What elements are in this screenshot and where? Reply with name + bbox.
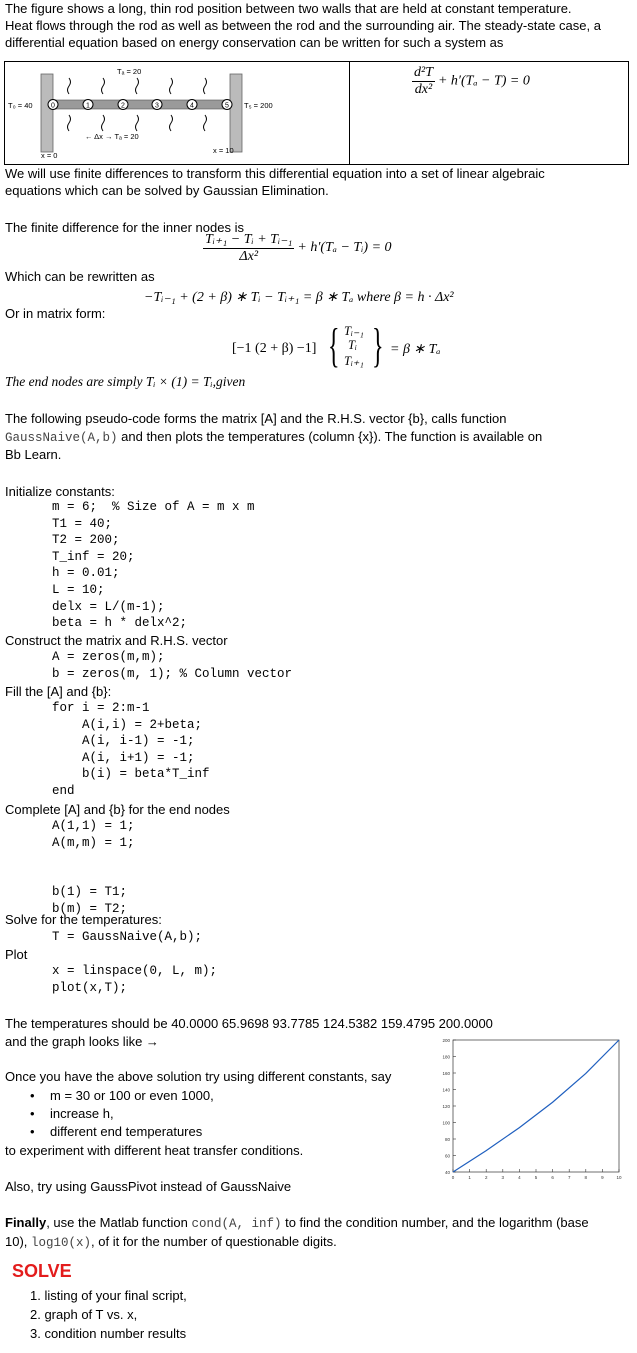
label-t0: T₀ = 40 [8,101,33,110]
rewritten-label: Which can be rewritten as [5,269,155,284]
solve-item: 3. condition number results [30,1326,187,1341]
results-line-1: The temperatures should be 40.0000 65.9698 93.7785 124.5382 159.4795 200.0000 [5,1016,493,1031]
code-solve: T = GaussNaive(A,b); [52,930,203,944]
section-plot: Plot [5,947,28,962]
node-5 [222,100,232,110]
x-tick-label: 2 [484,1175,488,1180]
experiment-outro: to experiment with different heat transfer conditions. [5,1143,304,1158]
y-tick-label: 80 [444,1137,450,1142]
figure-table [4,61,629,165]
heat-arrows-top [68,78,207,94]
code-complete: A(1,1) = 1; A(m,m) = 1; b(1) = T1; b(m) = T2; [52,819,135,916]
svg-text:0: 0 [51,102,55,110]
rod-figure [5,62,349,164]
label-t5: T₅ = 200 [244,101,273,110]
para2-line-1: We will use finite differences to transform this differential equation into a set of linear algebraic [5,166,545,181]
y-tick-label: 160 [442,1071,450,1076]
x-tick-label: 4 [518,1175,521,1180]
fd-intro: The finite difference for the inner nodes is [5,220,244,235]
y-tick-label: 60 [444,1153,450,1159]
intro-line-2: Heat flows through the rod as well as between the rod and the surrounding air. The steady-state case, a [5,18,601,33]
node-1 [83,100,93,110]
node-3 [152,100,162,110]
section-init: Initialize constants: [5,484,115,499]
code-fill: for i = 2:m-1 A(i,i) = 2+beta; A(i, i-1) = -1; A(i, i+1) = -1; b(i) = beta*T_inf end [52,701,210,798]
finally-line-1: Finally, use the Matlab function cond(A, inf) to find the condition number, and the logarithm (base [5,1215,589,1231]
code-init: m = 6; % Size of A = m x m T1 = 40; T2 = 200; T_inf = 20; h = 0.01; L = 10; delx = L/(m-1); beta = h * delx^2; [52,500,255,631]
y-tick-label: 40 [444,1170,450,1175]
experiment-intro: Once you have the above solution try using different constants, say [5,1069,392,1084]
intro-line-1: The figure shows a long, thin rod position between two walls that are held at constant temperature. [5,1,572,16]
code-construct: A = zeros(m,m); b = zeros(m, 1); % Column vector [52,650,293,681]
ode-equation: $\frac{\text{d²T}}{\text{dx²}}$ + h′(Tₐ − T) = 0 [414,65,530,97]
x-tick-label: 7 [567,1175,571,1180]
end-nodes-text: The end nodes are simply Tᵢ × (1) = Tᵢ,given [5,374,246,389]
rewritten-equation: −Tᵢ₋₁ + (2 + β) ∗ Tᵢ − Tᵢ₊₁ = β ∗ Tₐ where β = h · Δx² [144,290,454,305]
pseudo-line-1: The following pseudo-code forms the matrix [A] and the R.H.S. vector {b}, calls function [5,411,507,426]
node-2 [118,100,128,110]
pseudo-line-3: Bb Learn. [5,447,62,462]
y-tick-label: 100 [442,1120,450,1126]
label-x0: x = 0 [41,151,58,160]
code-plot: x = linspace(0, L, m); plot(x,T); [52,964,218,995]
section-construct: Construct the matrix and R.H.S. vector [5,633,228,648]
svg-text:4: 4 [190,102,194,110]
figure-cell [5,62,350,164]
rod [53,100,230,109]
experiment-bullets [30,1087,214,1141]
x-tick-label: 5 [534,1175,538,1180]
x-tick-label: 1 [468,1175,471,1180]
y-tick-label: 200 [442,1038,450,1043]
fd-equation: $\frac{\text{Tᵢ₊₁ − Tᵢ + Tᵢ₋₁}}{\text{Δx²}}$ + h′(Tₐ − Tᵢ) = 0 [205,232,392,264]
label-dx: ← Δx → Tₐ = 20 [85,132,139,141]
x-tick-label: 10 [616,1175,622,1180]
x-tick-label: 9 [601,1175,604,1180]
pseudo-line-2: GaussNaive(A,b) and then plots the temperatures (column {x}). The function is available on [5,429,543,445]
x-tick-label: 0 [451,1175,455,1180]
solve-item: 1. listing of your final script, [30,1288,187,1303]
label-ta-top: Tₐ = 20 [117,67,142,76]
y-tick-label: 120 [442,1104,450,1109]
right-wall [230,74,242,152]
bullet-item: • m = 30 or 100 or even 1000, [30,1087,214,1105]
x-tick-label: 6 [551,1175,554,1180]
solve-list [30,1286,187,1343]
x-tick-label: 8 [584,1175,588,1180]
label-x10: x = 10 [213,146,234,155]
heat-arrows-bottom [68,115,207,131]
x-tick-label: 3 [501,1175,505,1180]
section-fill: Fill the [A] and {b}: [5,684,112,699]
y-tick-label: 180 [442,1054,450,1060]
left-wall [41,74,53,152]
section-complete: Complete [A] and {b} for the end nodes [5,802,230,817]
para2-line-2: equations which can be solved by Gaussian Elimination. [5,183,329,198]
svg-text:3: 3 [155,102,159,110]
svg-text:1: 1 [86,102,90,110]
also-line: Also, try using GaussPivot instead of GaussNaive [5,1179,292,1194]
svg-text:2: 2 [121,102,125,110]
matrix-label: Or in matrix form: [5,306,106,321]
results-line-2: and the graph looks like → [5,1034,159,1049]
node-4 [187,100,197,110]
plot-area [453,1040,619,1172]
y-tick-label: 140 [442,1087,450,1093]
bullet-item: • different end temperatures [30,1123,214,1141]
bullet-item: • increase h, [30,1105,214,1123]
solve-title: SOLVE [12,1261,72,1281]
svg-text:5: 5 [225,102,229,110]
solve-item: 2. graph of T vs. x, [30,1307,138,1322]
intro-line-3: differential equation based on energy conservation can be written for such a system as [5,35,504,50]
finally-line-2: 10), log10(x), of it for the number of questionable digits. [5,1234,337,1250]
section-solve: Solve for the temperatures: [5,912,162,927]
node-0 [48,100,58,110]
temperature-chart [437,1036,627,1184]
